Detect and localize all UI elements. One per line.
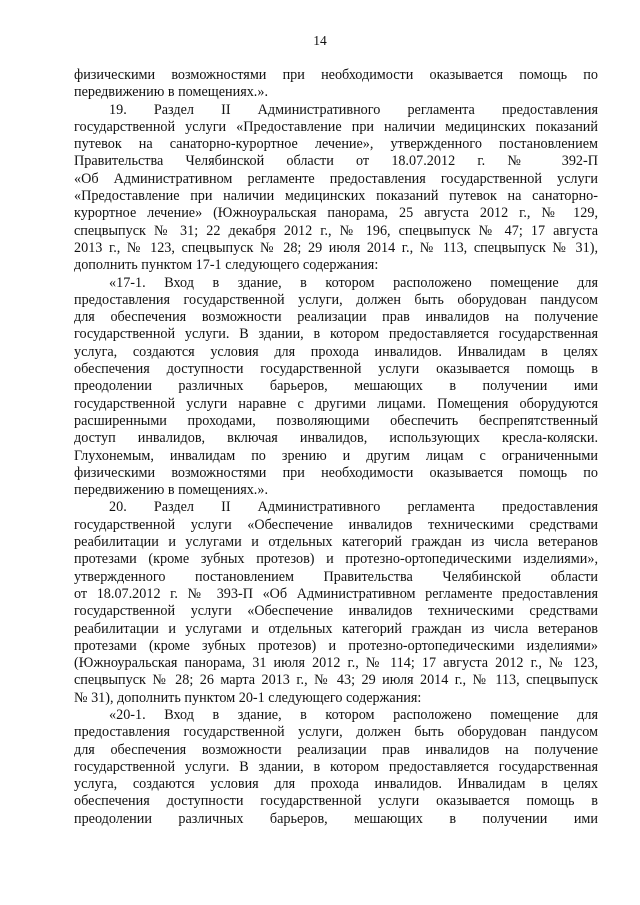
- page-number: 14: [313, 33, 327, 48]
- text-line: физическими возможностями при необходимости оказывается помощь по: [74, 464, 598, 481]
- text-line: реабилитации и услугами и отдельных категорий граждан из числа ветеранов: [74, 620, 598, 637]
- text-line: для обеспечения возможности реализации прав инвалидов на получение: [74, 741, 598, 758]
- text-line: государственной услуги «Предоставление при наличии медицинских показаний: [74, 118, 598, 135]
- text-line: спецвыпуск № 28; 26 марта 2013 г., № 43; 29 июля 2014 г., № 113, спецвыпуск: [74, 672, 598, 689]
- text-line: преодолении различных барьеров, мешающих в получении ими: [74, 810, 598, 827]
- clause-20-1-start: «20-1. Вход в здание, в котором расположено помещение для: [109, 706, 598, 723]
- text-line: передвижению в помещениях.».: [74, 482, 268, 499]
- text-line: путевок на санаторно-курортное лечение», утвержденного постановлением: [74, 136, 598, 153]
- text-line: протезами (кроме зубных протезов) и протезно-ортопедическими изделиями»: [74, 637, 598, 654]
- text-line: дополнить пунктом 17-1 следующего содержания:: [74, 257, 379, 274]
- text-line: обеспечения доступности государственной услуги оказывается помощь в: [74, 361, 598, 378]
- paragraph-20-start: 20. Раздел II Административного регламента предоставления: [109, 499, 598, 516]
- text-line: «Об Административном регламенте предоставления государственной услуги: [74, 170, 598, 187]
- text-line: Глухонемым, инвалидам по зрению и другим лицам с ограниченными: [74, 447, 598, 464]
- text-line: № 31), дополнить пунктом 20-1 следующего содержания:: [74, 689, 422, 706]
- text-line: государственной услуги «Обеспечение инвалидов техническими средствами: [74, 516, 598, 533]
- text-line: государственной услуги. В здании, в котором предоставляется государственная: [74, 758, 598, 775]
- text-line: Правительства Челябинской области от 18.07.2012 г. № 392-П: [74, 153, 598, 170]
- text-line: государственной услуги «Обеспечение инвалидов техническими средствами: [74, 603, 598, 620]
- text-line: физическими возможностями при необходимости оказывается помощь по: [74, 67, 598, 83]
- text-line: расширенными проходами, позволяющими обеспечить беспрепятственный: [74, 412, 598, 429]
- text-line: предоставления государственной услуги, должен быть оборудован пандусом: [74, 291, 598, 308]
- text-line: услуга, создаются условия для прохода инвалидов. Инвалидам в целях: [74, 776, 598, 793]
- text-line: государственной услуги наравне с другими лицами. Помещения оборудуются: [74, 395, 598, 412]
- document-body: [74, 67, 598, 828]
- clause-17-1-start: «17-1. Вход в здание, в котором расположено помещение для: [109, 274, 598, 291]
- text-line: обеспечения доступности государственной услуги оказывается помощь в: [74, 793, 598, 810]
- text-line: преодолении различных барьеров, мешающих в получении ими: [74, 378, 598, 395]
- text-line: передвижению в помещениях.».: [74, 84, 268, 101]
- paragraph-19-start: 19. Раздел II Административного регламента предоставления: [109, 101, 598, 118]
- text-line: реабилитации и услугами и отдельных категорий граждан из числа ветеранов: [74, 534, 598, 551]
- text-line: услуга, создаются условия для прохода инвалидов. Инвалидам в целях: [74, 343, 598, 360]
- text-line: спецвыпуск № 31; 22 декабря 2012 г., № 196, спецвыпуск № 47; 17 августа: [74, 222, 598, 239]
- text-line: 2013 г., № 123, спецвыпуск № 28; 29 июля 2014 г., № 113, спецвыпуск № 31),: [74, 239, 598, 256]
- text-line: предоставления государственной услуги, должен быть оборудован пандусом: [74, 724, 598, 741]
- text-line: (Южноуральская панорама, 31 июля 2012 г., № 114; 17 августа 2012 г., № 123,: [74, 655, 598, 672]
- text-line: государственной услуги. В здании, в котором предоставляется государственная: [74, 326, 598, 343]
- text-line: для обеспечения возможности реализации прав инвалидов на получение: [74, 309, 598, 326]
- text-line: протезами (кроме зубных протезов) и протезно-ортопедическими изделиями»,: [74, 551, 598, 568]
- text-line: утвержденного постановлением Правительства Челябинской области: [74, 568, 598, 585]
- text-line: курортное лечение» (Южноуральская панорама, 25 августа 2012 г., № 129,: [74, 205, 598, 222]
- text-line: от 18.07.2012 г. № 393-П «Об Административном регламенте предоставления: [74, 585, 598, 602]
- text-line: «Предоставление при наличии медицинских показаний путевок на санаторно-: [74, 188, 598, 205]
- text-line: доступ инвалидов, включая инвалидов, использующих кресла-коляски.: [74, 430, 598, 447]
